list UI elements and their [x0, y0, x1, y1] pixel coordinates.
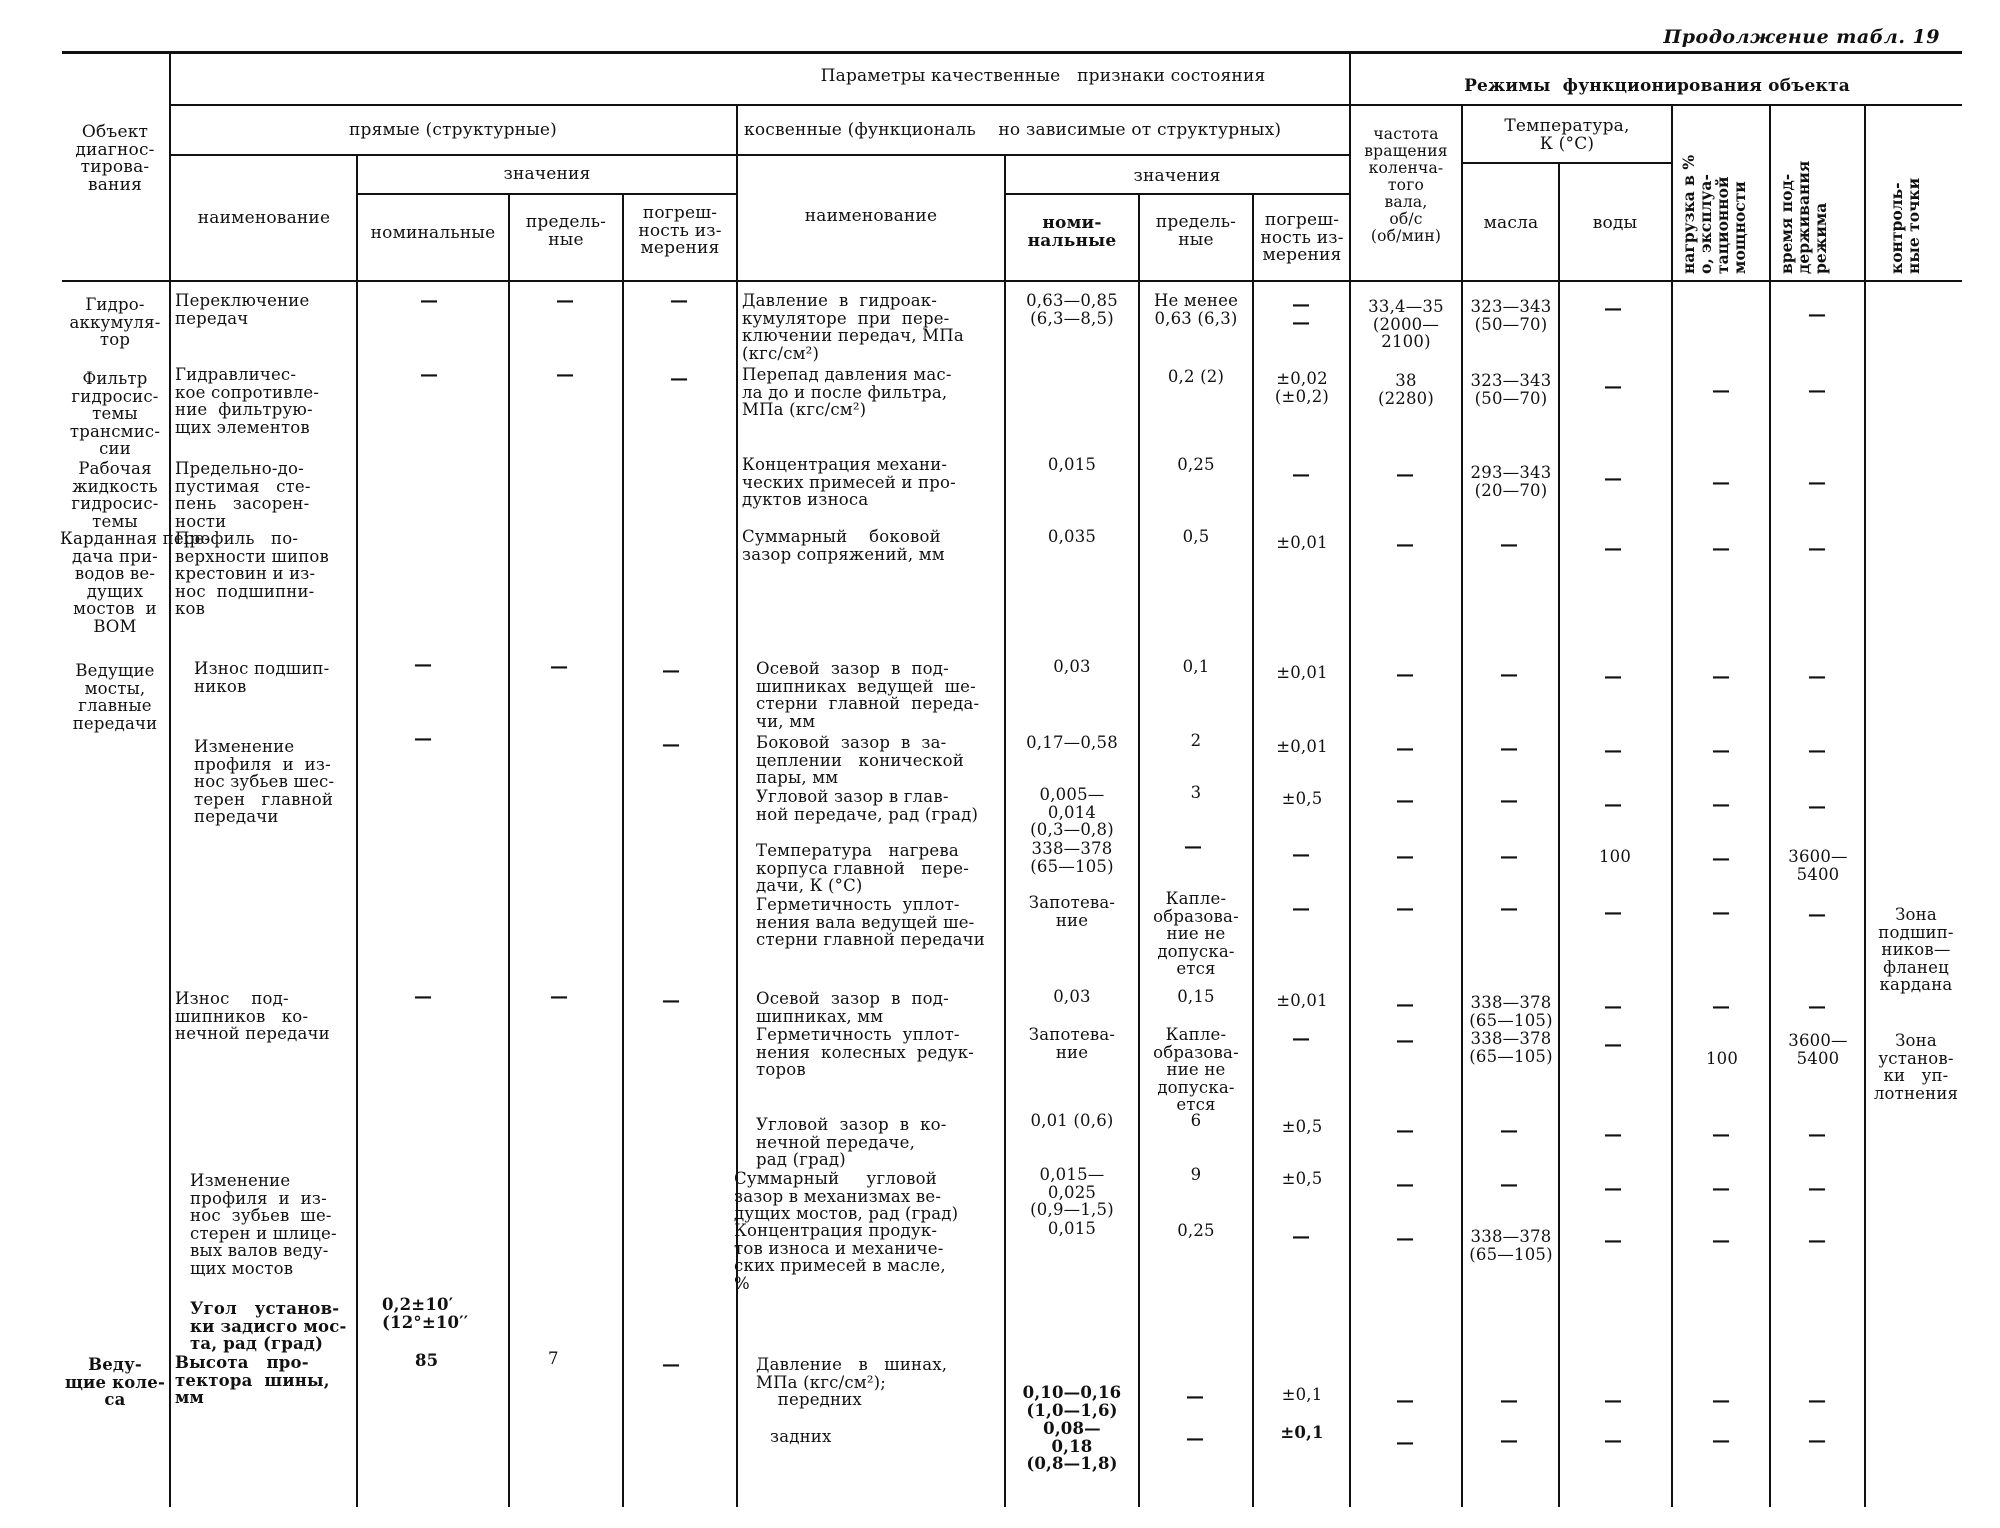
row12-nominal: 0,01 (0,6) — [1030, 1111, 1114, 1130]
row2-dash-err: — — [670, 368, 688, 389]
row13-dash-rpm: — — [1396, 1174, 1414, 1195]
row5-dash-rpm: — — [1396, 664, 1414, 685]
table-caption: Продолжение табл. 19 — [1663, 26, 1940, 48]
row10-nominal: 0,03 — [1053, 987, 1091, 1006]
row17-nominal: 0,08— 0,18 (0,8—1,8) — [1026, 1419, 1118, 1474]
row17-dash-water: — — [1604, 1430, 1622, 1451]
row7-nominal: 0,005— 0,014 (0,3—0,8) — [1030, 785, 1114, 840]
row11-dash-rpm: — — [1396, 1030, 1414, 1051]
rule-subgroup — [170, 154, 1350, 156]
row14-dash-hold: — — [1808, 1230, 1826, 1251]
row3-dash-water: — — [1604, 468, 1622, 489]
row4-object: Карданная пере- дача при- водов ве- дущих мостов и ВОМ — [60, 529, 211, 636]
row2-error: ±0,02 (±0,2) — [1274, 369, 1330, 406]
row1-oil: 323—343 (50—70) — [1470, 297, 1552, 334]
header-modes: Режимы функционирования объекта — [1464, 76, 1850, 96]
row12-dash-load: — — [1712, 1124, 1730, 1145]
row16-dash-hold: — — [1808, 1390, 1826, 1411]
row15-direct-nominal: 0,2±10′ (12°±10′′ — [382, 1295, 469, 1332]
row11-hold: 3600— 5400 — [1788, 1031, 1848, 1068]
row6-direct-name: Изменение профиля и из- нос зубьев шес- терен главной передачи — [194, 737, 335, 827]
row10-dash-rpm: — — [1396, 994, 1414, 1015]
col-line-7 — [1138, 193, 1140, 1507]
row10-error: ±0,01 — [1276, 991, 1328, 1010]
row13-indirect-name: Суммарный угловой зазор в механизмах ве- дущих мостов, рад (град) — [734, 1169, 959, 1224]
row15-direct-name: Угол установ- ки задисго мос- та, рад (град) — [190, 1299, 347, 1354]
row9-limit: Капле- образова- ние не допуска- ется — [1153, 889, 1239, 979]
header-water: воды — [1592, 213, 1638, 233]
row12-dash-hold: — — [1808, 1124, 1826, 1145]
row1-dash-err2: — — — [1292, 294, 1310, 333]
row5-error: ±0,01 — [1276, 663, 1328, 682]
row8-nominal: 338—378 (65—105) — [1030, 839, 1114, 876]
row1-dash-hold: — — [1808, 304, 1826, 325]
row1-indirect-name: Давление в гидроак- кумуляторе при пере- ключении передач, МПа (кгс/см²) — [742, 291, 964, 363]
row12-error: ±0,5 — [1281, 1117, 1323, 1136]
row14-dash-water: — — [1604, 1230, 1622, 1251]
row9-dash-hold: — — [1808, 904, 1826, 925]
row17-dash-oil: — — [1500, 1430, 1518, 1451]
row5-nominal: 0,03 — [1053, 657, 1091, 676]
row4-dash-water: — — [1604, 538, 1622, 559]
row6-dash-nom: — — [414, 728, 432, 749]
row10-oil: 338—378 (65—105) — [1469, 993, 1553, 1030]
header-values-right: значения — [1133, 166, 1221, 186]
row7-dash-water: — — [1604, 794, 1622, 815]
row14-dash-rpm: — — [1396, 1228, 1414, 1249]
row4-dash-rpm: — — [1396, 534, 1414, 555]
row9-dash-load: — — [1712, 902, 1730, 923]
row12-indirect-name: Угловой зазор в ко- нечной передаче, рад (град) — [756, 1115, 947, 1170]
rule-values-left — [357, 193, 737, 195]
header-name-direct: наименование — [197, 208, 331, 228]
row6-dash-rpm: — — [1396, 738, 1414, 759]
col-line-3 — [508, 193, 510, 1507]
row12-dash-oil: — — [1500, 1120, 1518, 1141]
row5-dash-hold: — — [1808, 666, 1826, 687]
rule-temp — [1462, 162, 1672, 164]
header-limit-2: предель- ные — [1155, 212, 1237, 250]
row2-dash-water: — — [1604, 376, 1622, 397]
rule-header-bottom — [62, 280, 1962, 282]
row6-error: ±0,01 — [1276, 737, 1328, 756]
row8-indirect-name: Температура нагрева корпуса главной пере- дачи, К (°С) — [756, 841, 970, 896]
row6-dash-hold: — — [1808, 740, 1826, 761]
row10-dash-water: — — [1604, 996, 1622, 1017]
row8-dash-err: — — [1292, 844, 1310, 865]
row4-dash-load: — — [1712, 538, 1730, 559]
row16-direct-name: Высота про- тектора шины, мм — [175, 1353, 330, 1408]
header-values-left: значения — [503, 164, 591, 184]
row5-limit: 0,1 — [1182, 657, 1210, 676]
row2-oil: 323—343 (50—70) — [1470, 371, 1552, 408]
row6-dash-oil: — — [1500, 738, 1518, 759]
row17-error: ±0,1 — [1280, 1423, 1324, 1442]
header-limit: предель- ные — [525, 212, 607, 250]
row3-nominal: 0,015 — [1047, 455, 1097, 474]
row4-dash-oil: — — [1500, 534, 1518, 555]
row1-dash-err: — — [670, 290, 688, 311]
row10-dash-hold: — — [1808, 996, 1826, 1017]
row6-dash-water: — — [1604, 740, 1622, 761]
row9-dash-oil: — — [1500, 898, 1518, 919]
col-line-9 — [1349, 54, 1351, 1507]
row3-dash-hold: — — [1808, 472, 1826, 493]
col-line-11 — [1558, 162, 1560, 1507]
row2-rpm: 38 (2280) — [1377, 371, 1435, 408]
row4-direct-name: Профиль по- верхности шипов крестовин и из- нос подшипни- ков — [175, 529, 330, 619]
row7-error: ±0,5 — [1281, 789, 1323, 808]
row4-error: ±0,01 — [1276, 533, 1328, 552]
row6-nominal: 0,17—0,58 — [1026, 733, 1118, 752]
row7-limit: 3 — [1190, 783, 1202, 802]
row12-dash-rpm: — — [1396, 1120, 1414, 1141]
row8-dash-oil: — — [1500, 846, 1518, 867]
row10-dash-load: — — [1712, 996, 1730, 1017]
row14-indirect-name: Концентрация продук- тов износа и механиче- ских примесей в масле, % — [734, 1221, 946, 1293]
row16-dash-err: — — [662, 1354, 680, 1375]
header-hold: время под- держивания режима — [1777, 160, 1830, 274]
row2-dash-nom: — — [420, 364, 438, 385]
row16-nominal: 0,10—0,16 (1,0—1,6) — [1022, 1383, 1122, 1420]
row17-dash-load: — — [1712, 1430, 1730, 1451]
header-direct: прямые (структурные) — [348, 120, 558, 140]
col-line-14 — [1864, 104, 1866, 1507]
col-line-1 — [169, 54, 171, 1507]
row11-dash-err: — — [1292, 1028, 1310, 1049]
row13-error: ±0,5 — [1281, 1169, 1323, 1188]
row9-dash-water: — — [1604, 902, 1622, 923]
row3-limit: 0,25 — [1177, 455, 1215, 474]
row11-dash-water: — — [1604, 1034, 1622, 1055]
row8-water: 100 — [1598, 847, 1632, 866]
row4-dash-hold: — — [1808, 538, 1826, 559]
row9-dash-err: — — [1292, 898, 1310, 919]
row2-dash-hold: — — [1808, 380, 1826, 401]
row1-rpm: 33,4—35 (2000— 2100) — [1368, 297, 1444, 352]
row3-dash-load: — — [1712, 472, 1730, 493]
row11-load: 100 — [1705, 1049, 1739, 1068]
row5-dash-oil: — — [1500, 664, 1518, 685]
row11-oil: 338—378 (65—105) — [1469, 1029, 1553, 1066]
row14-oil: 338—378 (65—105) — [1469, 1227, 1553, 1264]
row16-direct-nominal: 85 — [415, 1351, 439, 1370]
col-line-13 — [1769, 104, 1771, 1507]
row3-dash-rpm: — — [1396, 464, 1414, 485]
header-points: контроль- ные точки — [1887, 177, 1923, 274]
row5-dash-lim: — — [550, 656, 568, 677]
col-line-2 — [356, 156, 358, 1507]
row16-indirect-name: Давление в шинах, МПа (кгс/см²); передних — [756, 1355, 948, 1410]
row10-dash-err: — — [662, 990, 680, 1011]
row8-dash-lim: — — [1184, 836, 1202, 857]
row8-hold: 3600— 5400 — [1788, 847, 1848, 884]
row7-dash-load: — — [1712, 794, 1730, 815]
row8-dash-load: — — [1712, 848, 1730, 869]
row7-dash-hold: — — [1808, 796, 1826, 817]
rule-values-right — [1005, 193, 1350, 195]
header-oil: масла — [1483, 213, 1539, 233]
row1-nominal: 0,63—0,85 (6,3—8,5) — [1026, 291, 1118, 328]
row2-dash-load: — — [1712, 380, 1730, 401]
header-object: Объект диагнос- тирова- вания — [75, 122, 155, 195]
row5-direct-name: Износ подшип- ников — [194, 659, 330, 696]
row13-dash-oil: — — [1500, 1174, 1518, 1195]
row5-object: Ведущие мосты, главные передачи — [72, 661, 158, 733]
row17-dash-lim: — — [1186, 1428, 1204, 1449]
header-indirect: косвенные (функциональ но зависимые от структурных) — [744, 120, 1282, 140]
row3-dash-err: — — [1292, 464, 1310, 485]
row1-direct-name: Переключение передач — [175, 291, 310, 328]
row9-indirect-name: Герметичность уплот- нения вала ведущей ше- стерни главной передачи — [756, 895, 985, 950]
row12-dash-water: — — [1604, 1124, 1622, 1145]
row4-indirect-name: Суммарный боковой зазор сопряжений, мм — [742, 527, 945, 564]
row11-points: Зона установ- ки уп- лотнения — [1873, 1031, 1959, 1103]
header-load: нагрузка в % о, эксплуа- тационной мощности — [1679, 154, 1749, 274]
row6-limit: 2 — [1190, 731, 1202, 750]
row16-dash-lim: — — [1186, 1386, 1204, 1407]
row5-dash-nom: — — [414, 654, 432, 675]
row16-dash-load: — — [1712, 1390, 1730, 1411]
row17-indirect-name: задних — [770, 1427, 832, 1446]
row14-dash-load: — — [1712, 1230, 1730, 1251]
row3-object: Рабочая жидкость гидросис- темы — [71, 459, 159, 531]
row13-limit: 9 — [1190, 1165, 1202, 1184]
row13-dash-water: — — [1604, 1178, 1622, 1199]
row10-dash-lim: — — [550, 986, 568, 1007]
row11-nominal: Запотева- ние — [1028, 1025, 1116, 1062]
row16-dash-water: — — [1604, 1390, 1622, 1411]
header-nominal: номинальные — [370, 223, 496, 243]
row16-direct-limit: 7 — [548, 1349, 559, 1368]
row17-dash-hold: — — [1808, 1430, 1826, 1451]
row7-indirect-name: Угловой зазор в глав- ной передаче, рад (град) — [756, 787, 979, 824]
row11-indirect-name: Герметичность уплот- нения колесных редук- торов — [756, 1025, 974, 1080]
row1-dash-water: — — [1604, 298, 1622, 319]
row13-direct-name: Изменение профиля и из- нос зубьев ше- стерен и шлице- вых валов веду- щих мостов — [190, 1171, 337, 1278]
rule-top — [62, 51, 1962, 54]
col-line-4 — [622, 193, 624, 1507]
row1-limit: Не менее 0,63 (6,3) — [1153, 291, 1239, 328]
row10-direct-name: Износ под- шипников ко- нечной передачи — [175, 989, 330, 1044]
row5-indirect-name: Осевой зазор в под- шипниках ведущей ше- стерни главной переда- чи, мм — [756, 659, 980, 731]
row3-indirect-name: Концентрация механи- ческих примесей и про- дуктов износа — [742, 455, 956, 510]
row2-limit: 0,2 (2) — [1167, 367, 1225, 386]
row4-limit: 0,5 — [1182, 527, 1210, 546]
header-nominal-2: номи- нальные — [1027, 213, 1117, 251]
row2-object: Фильтр гидросис- темы трансмис- сии — [69, 369, 161, 459]
row14-dash-err: — — [1292, 1226, 1310, 1247]
row9-nominal: Запотева- ние — [1028, 893, 1116, 930]
col-line-12 — [1671, 104, 1673, 1507]
row16-error: ±0,1 — [1281, 1385, 1323, 1404]
row2-dash-lim: — — [556, 364, 574, 385]
row4-nominal: 0,035 — [1047, 527, 1097, 546]
row16-object: Веду- щие коле- са — [64, 1355, 166, 1410]
col-line-10 — [1461, 104, 1463, 1507]
row17-dash-rpm: — — [1396, 1432, 1414, 1453]
header-name-indirect: наименование — [804, 206, 938, 226]
row10-indirect-name: Осевой зазор в под- шипниках, мм — [756, 989, 949, 1026]
row6-dash-err: — — [662, 734, 680, 755]
row2-indirect-name: Перепад давления мас- ла до и после фильтра, МПа (кгс/см²) — [742, 365, 952, 420]
row3-oil: 293—343 (20—70) — [1470, 463, 1552, 500]
header-params: Параметры качественные признаки состояния — [820, 66, 1266, 86]
row1-dash-nom: — — [420, 290, 438, 311]
row9-points: Зона подшип- ников— фланец кардана — [1878, 905, 1954, 995]
row1-dash-lim: — — [556, 290, 574, 311]
row7-dash-oil: — — [1500, 790, 1518, 811]
row10-dash-nom: — — [414, 986, 432, 1007]
row2-direct-name: Гидравличес- кое сопротивле- ние фильтрую- щих элементов — [175, 365, 320, 437]
row5-dash-water: — — [1604, 666, 1622, 687]
col-line-5 — [736, 104, 738, 1507]
row16-dash-oil: — — [1500, 1390, 1518, 1411]
row5-dash-load: — — [1712, 666, 1730, 687]
row14-limit: 0,25 — [1177, 1221, 1215, 1240]
row13-dash-load: — — [1712, 1178, 1730, 1199]
row11-limit: Капле- образова- ние не допуска- ется — [1153, 1025, 1239, 1115]
row1-object: Гидро- аккумуля- тор — [69, 295, 161, 350]
row13-nominal: 0,015— 0,025 (0,9—1,5) — [1030, 1165, 1114, 1220]
row6-dash-load: — — [1712, 740, 1730, 761]
row3-direct-name: Предельно-до- пустимая сте- пень засорен- ности — [175, 459, 311, 531]
header-temp: Температура, К (°С) — [1504, 116, 1630, 154]
row10-limit: 0,15 — [1177, 987, 1215, 1006]
row7-dash-rpm: — — [1396, 790, 1414, 811]
header-error-2: погреш- ность из- мерения — [1260, 210, 1344, 266]
header-error: погреш- ность из- мерения — [638, 203, 722, 259]
row13-dash-hold: — — [1808, 1178, 1826, 1199]
row9-dash-rpm: — — [1396, 898, 1414, 919]
row12-limit: 6 — [1190, 1111, 1202, 1130]
row8-dash-rpm: — — [1396, 846, 1414, 867]
header-rpm: частота вращения коленча- того вала, об/с (об/мин) — [1364, 125, 1448, 245]
row5-dash-err: — — [662, 660, 680, 681]
row14-nominal: 0,015 — [1047, 1219, 1097, 1238]
row6-indirect-name: Боковой зазор в за- цеплении конической пары, мм — [756, 733, 964, 788]
row16-dash-rpm: — — [1396, 1390, 1414, 1411]
rule-group — [170, 104, 1962, 106]
